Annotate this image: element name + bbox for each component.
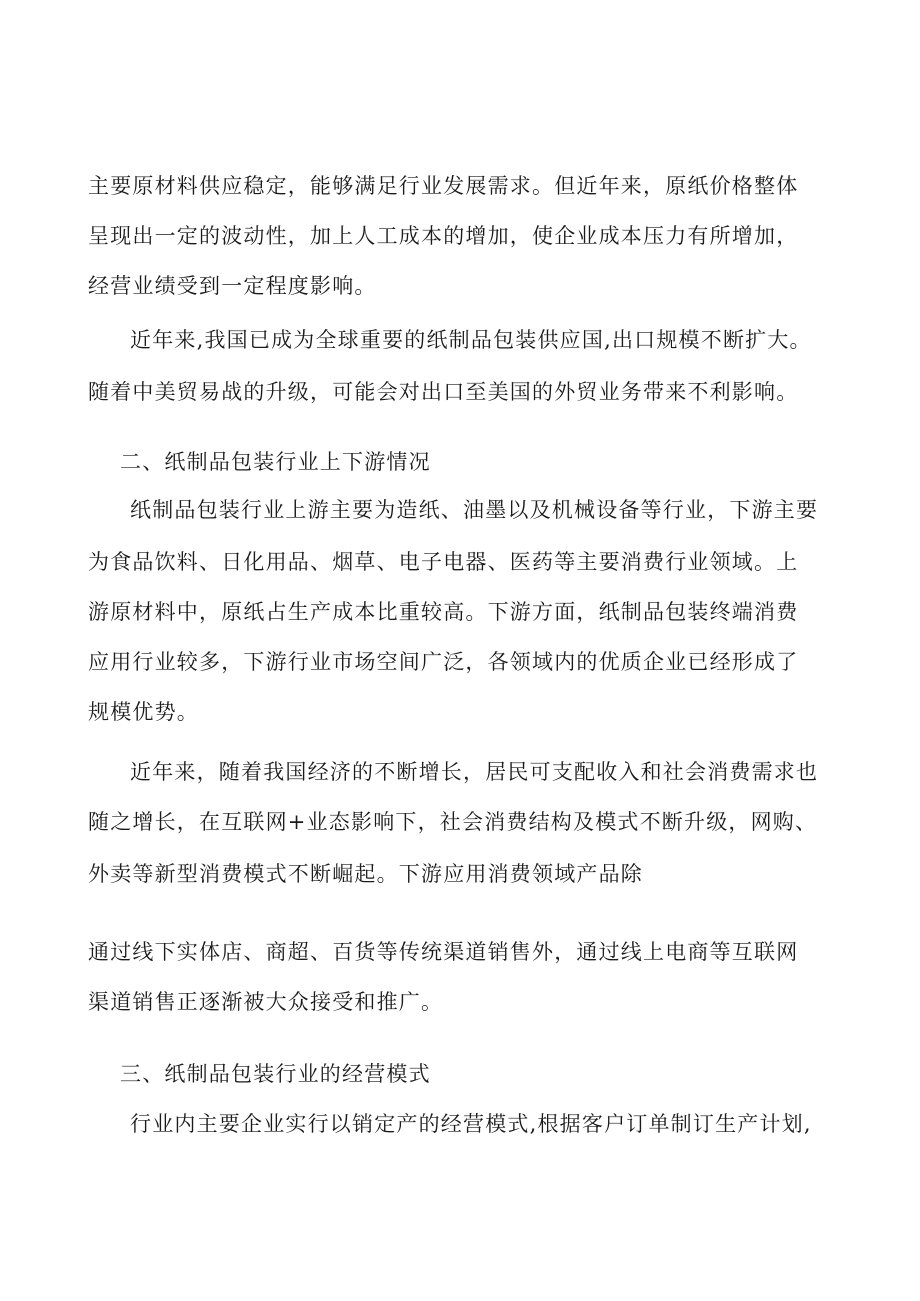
paragraph-line: 行业内主要企业实行以销定产的经营模式,根据客户订单制订生产计划, <box>130 1112 812 1136</box>
paragraph-line: 游原材料中，原纸占生产成本比重较高。下游方面，纸制品包装终端消费 <box>88 600 799 624</box>
paragraph-line: 近年来,我国已成为全球重要的纸制品包装供应国,出口规模不断扩大。 <box>130 328 812 352</box>
section-heading-2: 二、纸制品包装行业上下游情况 <box>120 450 431 474</box>
paragraph-line: 外卖等新型消费模式不断崛起。下游应用消费领域产品除 <box>88 862 643 886</box>
paragraph-line: 主要原材料供应稳定，能够满足行业发展需求。但近年来，原纸价格整体 <box>88 174 799 198</box>
paragraph-line: 随着中美贸易战的升级，可能会对出口至美国的外贸业务带来不利影响。 <box>88 380 799 404</box>
paragraph-line: 近年来，随着我国经济的不断增长，居民可支配收入和社会消费需求也 <box>130 760 819 784</box>
paragraph-line: 为食品饮料、日化用品、烟草、电子电器、医药等主要消费行业领域。上 <box>88 550 799 574</box>
paragraph-line: 随之增长，在互联网+业态影响下，社会消费结构及模式不断升级，网购、 <box>88 810 818 834</box>
paragraph-line: 纸制品包装行业上游主要为造纸、油墨以及机械设备等行业，下游主要 <box>130 498 819 522</box>
paragraph-line: 渠道销售正逐渐被大众接受和推广。 <box>88 990 444 1014</box>
section-heading-3: 三、纸制品包装行业的经营模式 <box>120 1062 431 1086</box>
paragraph-line: 通过线下实体店、商超、百货等传统渠道销售外，通过线上电商等互联网 <box>88 940 799 964</box>
paragraph-line: 呈现出一定的波动性，加上人工成本的增加，使企业成本压力有所增加， <box>88 224 799 248</box>
paragraph-line: 规模优势。 <box>88 700 199 724</box>
paragraph-line: 应用行业较多，下游行业市场空间广泛，各领域内的优质企业已经形成了 <box>88 650 799 674</box>
paragraph-line: 经营业绩受到一定程度影响。 <box>88 274 377 298</box>
